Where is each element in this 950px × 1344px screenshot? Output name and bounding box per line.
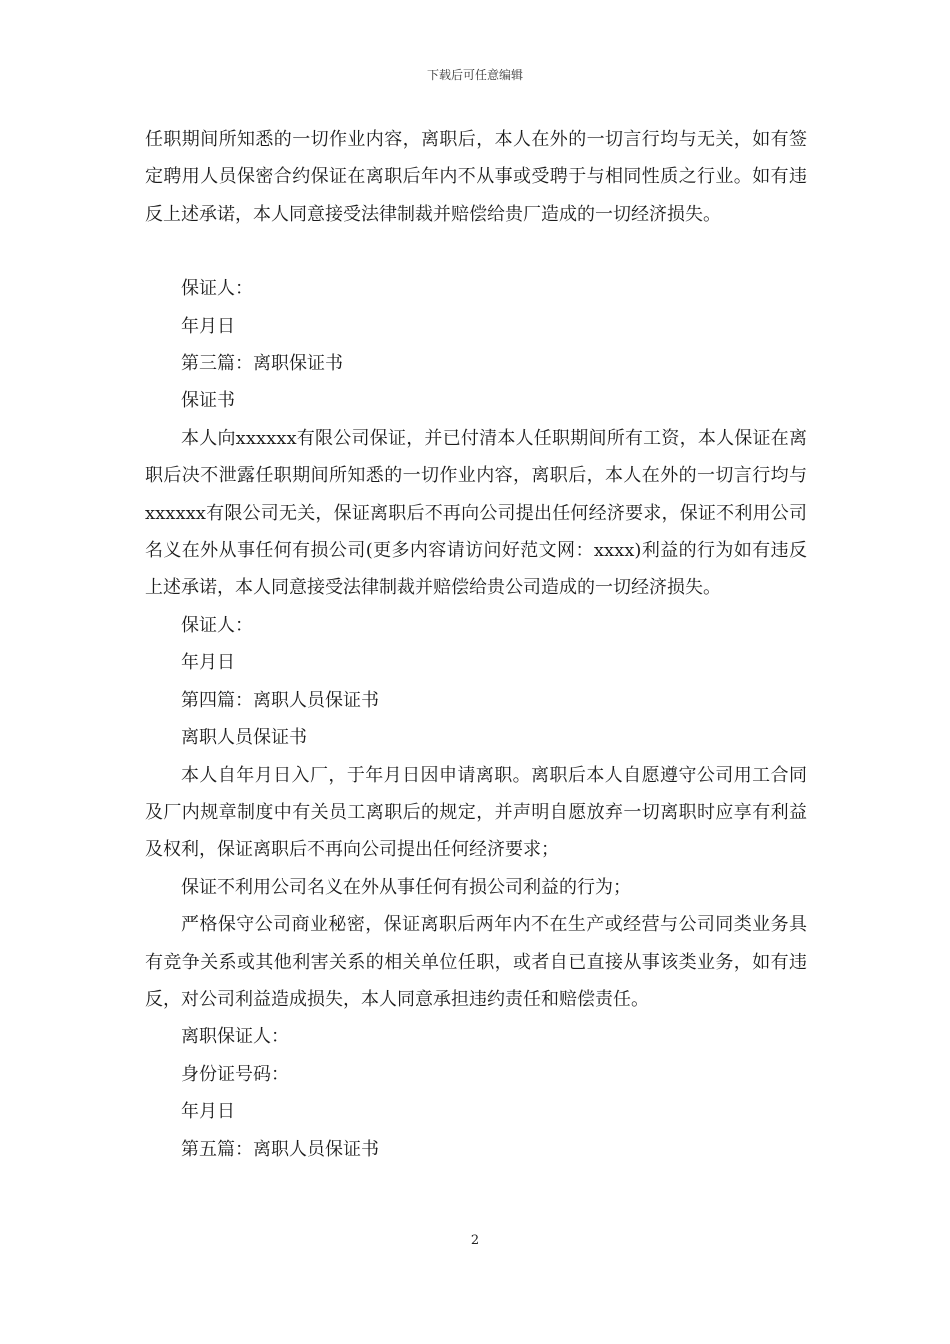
guarantor-label: 保证人： <box>181 278 253 300</box>
section-heading-3: 第三篇：离职保证书 <box>181 353 343 375</box>
date-line: 年月日 <box>181 652 235 674</box>
document-body <box>145 121 807 1168</box>
id-number-label: 身份证号码： <box>181 1063 289 1085</box>
paragraph-body: 保证不利用公司名义在外从事任何有损公司利益的行为； <box>181 876 631 898</box>
guarantor-label: 离职保证人： <box>181 1026 289 1048</box>
section-heading-5: 第五篇：离职人员保证书 <box>181 1138 379 1160</box>
date-line: 年月日 <box>181 1101 235 1123</box>
page-number: 2 <box>470 1233 480 1248</box>
date-line: 年月日 <box>181 315 235 337</box>
page-header: 下载后可任意编辑 <box>426 68 523 82</box>
document-title: 离职人员保证书 <box>181 727 307 749</box>
paragraph-body: 本人向xxxxxx有限公司保证，并已付清本人任职期间所有工资，本人保证在离职后决不泄露任职期间所知悉的一切作业内容，离职后，本人在外的一切言行均与xxxxxx有限公司无关，保证离职后不再向公司提出任何经济要求，保证不利用公司名义在外从事任何有损公司(更多内容请访问好范文网：xxxx)利益的行为如有违反上述承诺，本人同意接受法律制裁并赔偿给贵公司造成的一切经济损失。 <box>145 427 807 599</box>
guarantor-label: 保证人： <box>181 614 253 636</box>
section-heading-4: 第四篇：离职人员保证书 <box>181 689 379 711</box>
document-title: 保证书 <box>181 390 235 412</box>
paragraph-body: 本人自年月日入厂，于年月日因申请离职。离职后本人自愿遵守公司用工合同及厂内规章制度中有关员工离职后的规定，并声明自愿放弃一切离职时应享有利益及权利，保证离职后不再向公司提出任何经济要求； <box>145 764 807 861</box>
paragraph-body: 严格保守公司商业秘密，保证离职后两年内不在生产或经营与公司同类业务具有竞争关系或其他利害关系的相关单位任职，或者自已直接从事该类业务，如有违反，对公司利益造成损失，本人同意承担违约责任和赔偿责任。 <box>145 914 807 1010</box>
paragraph-continuation: 任职期间所知悉的一切作业内容，离职后，本人在外的一切言行均与无关，如有签定聘用人员保密合约保证在离职后年内不从事或受聘于与相同性质之行业。如有违反上述承诺，本人同意接受法律制裁并赔偿给贵厂造成的一切经济损失。 <box>145 129 807 225</box>
